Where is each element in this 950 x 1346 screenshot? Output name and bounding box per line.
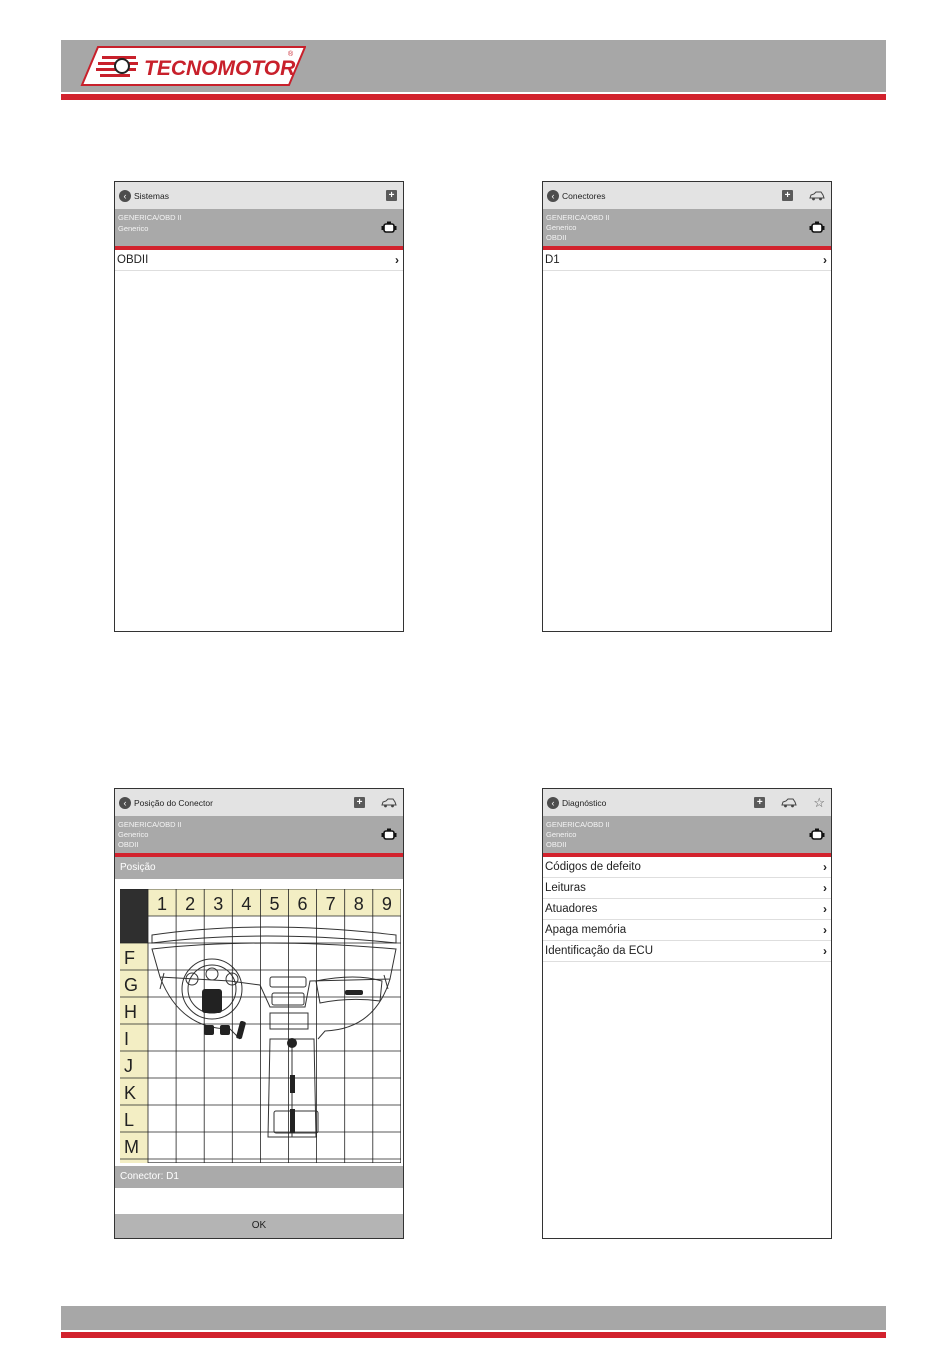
grid-column-labels (157, 894, 392, 914)
vehicle-line-1: GENERICA/OBD II (118, 820, 182, 829)
chevron-right-icon: › (823, 944, 827, 958)
list-item-label: Leituras (545, 882, 586, 894)
screen-title: Diagnóstico (562, 797, 607, 808)
vehicle-line-1: GENERICA/OBD II (546, 213, 610, 222)
vehicle-line-3: OBDII (546, 233, 567, 242)
section-header: Posição (115, 857, 403, 879)
grid-column-label: 5 (269, 894, 280, 914)
grid-column-label: 4 (241, 894, 252, 914)
list-item-label: Códigos de defeito (545, 861, 641, 873)
plus-icon[interactable]: + (354, 797, 365, 808)
grid-row-label: J (124, 1056, 133, 1076)
chevron-right-icon: › (823, 253, 827, 267)
connector-label: Conector: D1 (115, 1166, 403, 1188)
grid-row-label: I (124, 1029, 130, 1049)
vehicle-line-2: Generico (546, 223, 577, 232)
back-arrow-icon[interactable]: ‹ (119, 190, 131, 202)
footer-red-stripe (61, 1332, 886, 1338)
grid-row-label: F (124, 948, 135, 968)
chevron-right-icon: › (823, 881, 827, 895)
vehicle-line-3: OBDII (118, 840, 139, 849)
screen-title: Sistemas (134, 190, 169, 201)
vehicle-line-1: GENERICA/OBD II (546, 820, 610, 829)
chevron-right-icon: › (823, 860, 827, 874)
list-item-codigos[interactable] (543, 857, 831, 878)
chevron-right-icon: › (395, 253, 399, 267)
app-bar (115, 789, 403, 816)
vehicle-line-1: GENERICA/OBD II (118, 213, 182, 222)
connector-position-grid (120, 889, 401, 1163)
logo-text: TECNOMOTOR (144, 57, 296, 80)
list-item-label: OBDII (117, 254, 149, 266)
list-item-atuadores[interactable] (543, 899, 831, 920)
engine-icon[interactable] (381, 221, 397, 234)
plus-icon[interactable]: + (754, 797, 765, 808)
chevron-right-icon: › (823, 923, 827, 937)
vehicle-line-2: Generico (118, 830, 149, 839)
grid-column-label: 1 (157, 894, 168, 914)
vehicle-info (115, 209, 403, 246)
svg-text:®: ® (288, 51, 294, 58)
grid-column-label: 9 (381, 894, 392, 914)
car-icon[interactable] (781, 798, 797, 808)
screen-conectores (542, 181, 832, 632)
back-arrow-icon[interactable]: ‹ (547, 797, 559, 809)
tecnomotor-logo (80, 44, 306, 88)
engine-icon[interactable] (809, 221, 825, 234)
screen-posicao-conector (114, 788, 404, 1239)
ok-button[interactable]: OK (115, 1214, 403, 1238)
chevron-right-icon: › (823, 902, 827, 916)
engine-icon[interactable] (381, 828, 397, 841)
list-item-label: Identificação da ECU (545, 945, 654, 957)
footer-band (61, 1306, 886, 1330)
car-icon[interactable] (809, 191, 825, 201)
vehicle-info (543, 816, 831, 853)
grid-row-label: K (124, 1083, 137, 1103)
grid-row-label: M (124, 1137, 139, 1157)
back-arrow-icon[interactable]: ‹ (119, 797, 131, 809)
grid-column-label: 8 (353, 894, 364, 914)
app-bar (543, 789, 831, 816)
grid-column-label: 2 (185, 894, 196, 914)
grid-row-label: L (124, 1110, 135, 1130)
list-item-d1[interactable] (543, 250, 831, 271)
back-arrow-icon[interactable]: ‹ (547, 190, 559, 202)
plus-icon[interactable]: + (782, 190, 793, 201)
app-bar (115, 182, 403, 209)
grid-column-label: 6 (297, 894, 308, 914)
vehicle-info (543, 209, 831, 246)
screen-diagnostico (542, 788, 832, 1239)
list-item-identificacao-ecu[interactable] (543, 941, 831, 962)
list-item-leituras[interactable] (543, 878, 831, 899)
list-item-label: Atuadores (545, 903, 598, 915)
app-bar (543, 182, 831, 209)
header-red-stripe (61, 94, 886, 100)
vehicle-line-2: Generico (546, 830, 577, 839)
list-item-label: Apaga memória (545, 924, 627, 936)
vehicle-line-2: Generico (118, 224, 149, 233)
grid-row-label: G (124, 975, 139, 995)
grid-row-label: H (124, 1002, 137, 1022)
engine-icon[interactable] (809, 828, 825, 841)
list-item-apaga-memoria[interactable] (543, 920, 831, 941)
grid-column-label: 7 (325, 894, 336, 914)
plus-icon[interactable]: + (386, 190, 397, 201)
vehicle-info (115, 816, 403, 853)
list-item-label: D1 (545, 254, 560, 266)
screen-title: Conectores (562, 190, 606, 201)
screen-title: Posição do Conector (134, 797, 213, 808)
list-item-obdii[interactable] (115, 250, 403, 271)
vehicle-line-3: OBDII (546, 840, 567, 849)
car-icon[interactable] (381, 798, 397, 808)
star-icon[interactable]: ☆ (813, 795, 825, 810)
screen-sistemas (114, 181, 404, 632)
grid-column-label: 3 (213, 894, 224, 914)
